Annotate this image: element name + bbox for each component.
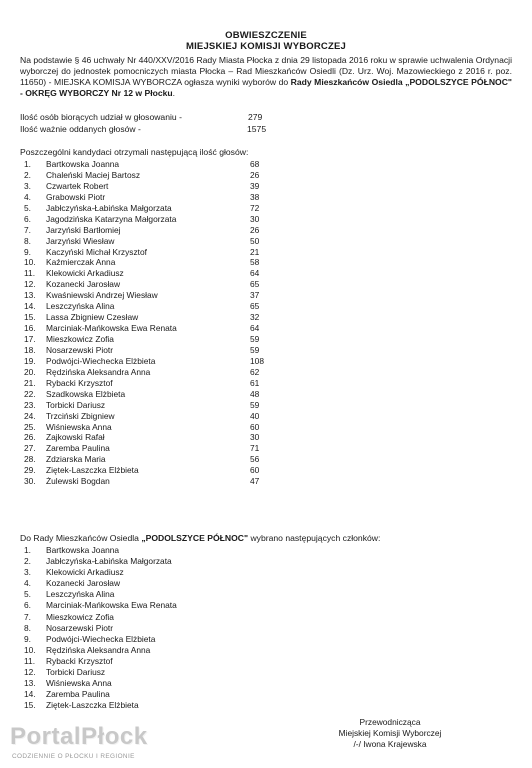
candidate-name: Rybacki Krzysztof: [46, 377, 113, 388]
elected-number: 14.: [24, 689, 36, 700]
candidate-number: 14.: [24, 301, 36, 312]
elected-name: Rybacki Krzysztof: [46, 655, 113, 666]
elected-row: [24, 634, 244, 645]
candidate-votes: 68: [250, 159, 260, 169]
elected-name: Podwójci-Wiechecka Elżbieta: [46, 633, 156, 644]
elected-number: 1.: [24, 545, 31, 555]
elected-number: 15.: [24, 700, 36, 711]
elected-row: [24, 667, 244, 678]
candidate-name: Jagodzińska Katarzyna Małgorzata: [46, 213, 177, 224]
elected-row: [24, 645, 244, 656]
candidate-row: [24, 422, 284, 433]
elected-row: [24, 612, 244, 623]
candidate-votes: 30: [250, 213, 260, 224]
candidate-votes: 48: [250, 388, 260, 399]
candidate-votes: 58: [250, 257, 260, 268]
elected-number: 12.: [24, 667, 36, 678]
candidate-votes: 65: [250, 279, 260, 290]
elected-name: Bartkowska Joanna: [46, 545, 120, 555]
candidate-votes: 71: [250, 443, 260, 454]
candidate-row: [24, 301, 284, 312]
candidate-row: [24, 181, 284, 192]
watermark-logo-text: PortalPłock: [10, 723, 148, 750]
elected-heading: [20, 533, 380, 543]
candidate-number: 2.: [24, 169, 31, 180]
signature-org: Miejskiej Komisji Wyborczej: [338, 728, 442, 738]
candidate-number: 3.: [24, 180, 31, 191]
candidate-name: Nosarzewski Piotr: [46, 344, 114, 355]
candidate-votes: 72: [250, 202, 260, 213]
elected-heading-prefix: Do Rady Mieszkańców Osiedla: [20, 533, 142, 543]
candidate-votes: 38: [250, 191, 260, 202]
watermark-tagline: CODZIENNIE O PŁOCKU I REGIONIE: [12, 753, 135, 760]
candidate-row: [24, 225, 284, 236]
candidate-votes: 39: [250, 180, 260, 191]
candidate-name: Kaczyński Michał Krzysztof: [46, 246, 147, 257]
elected-name: Nosarzewski Piotr: [46, 622, 114, 633]
candidate-number: 10.: [24, 257, 36, 268]
candidate-votes: 61: [250, 377, 260, 388]
candidate-votes: 56: [250, 454, 260, 465]
candidate-number: 15.: [24, 312, 36, 323]
elected-name: Leszczyńska Alina: [46, 589, 115, 600]
elected-row: [24, 689, 244, 700]
elected-row: [24, 678, 244, 689]
candidate-row: [24, 247, 284, 258]
elected-name: Kozanecki Jarosław: [46, 578, 121, 589]
watermark-logo: [6, 723, 206, 765]
elected-heading-council: „PODOLSZYCE PÓŁNOC": [141, 533, 249, 543]
candidate-name: Jarzyński Wiesław: [46, 235, 115, 246]
signature-role: Przewodnicząca: [359, 717, 421, 727]
candidate-name: Mieszkowicz Zofia: [46, 334, 114, 344]
document-subtitle: MIEJSKIEJ KOMISJI WYBORCZEJ: [185, 41, 347, 52]
candidate-row: [24, 192, 284, 203]
candidate-row: [24, 378, 284, 389]
candidate-row: [24, 367, 284, 378]
candidate-number: 25.: [24, 421, 36, 432]
candidate-name: Ziętek-Laszczka Elżbieta: [46, 465, 139, 476]
candidate-number: 4.: [24, 191, 31, 202]
stat-valid-votes-value: 1575: [247, 124, 267, 134]
elected-number: 6.: [24, 600, 31, 611]
signature-block: [300, 717, 480, 750]
candidates-list: [24, 159, 284, 487]
candidate-name: Chaleński Maciej Bartosz: [46, 169, 141, 180]
candidate-name: Wiśniewska Anna: [46, 421, 112, 432]
candidate-name: Leszczyńska Alina: [46, 301, 115, 312]
candidate-name: Szadkowska Elżbieta: [46, 388, 126, 399]
candidate-votes: 26: [250, 169, 260, 180]
candidate-name: Torbicki Dariusz: [46, 399, 106, 410]
candidate-number: 9.: [24, 246, 31, 257]
elected-name: Rędzińska Aleksandra Anna: [46, 644, 151, 655]
candidate-row: [24, 203, 284, 214]
candidate-row: [24, 454, 284, 465]
candidate-number: 18.: [24, 344, 36, 355]
candidates-heading: Poszczególni kandydaci otrzymali następującą ilość głosów:: [20, 147, 249, 157]
candidate-number: 12.: [24, 279, 36, 290]
candidate-number: 5.: [24, 202, 31, 213]
candidate-number: 8.: [24, 235, 31, 246]
candidate-number: 30.: [24, 476, 36, 487]
candidate-row: [24, 279, 284, 290]
candidate-name: Jabłczyńska-Łabińska Małgorzata: [46, 202, 172, 213]
candidate-number: 1.: [24, 159, 31, 169]
candidate-row: [24, 214, 284, 225]
candidate-name: Kwaśniewski Andrzej Wiesław: [46, 290, 158, 301]
candidate-number: 28.: [24, 454, 36, 465]
elected-row: [24, 600, 244, 611]
candidate-number: 6.: [24, 213, 31, 224]
candidate-number: 21.: [24, 377, 36, 388]
candidate-row: [24, 389, 284, 400]
elected-number: 10.: [24, 644, 36, 655]
signature-name: /-/ Iwona Krajewska: [353, 739, 427, 749]
candidate-name: Zaremba Paulina: [46, 443, 110, 454]
candidate-name: Jarzyński Bartłomiej: [46, 224, 121, 235]
elected-row: [24, 623, 244, 634]
candidate-votes: 64: [250, 323, 260, 334]
candidate-number: 23.: [24, 399, 36, 410]
elected-row: [24, 556, 244, 567]
elected-number: 4.: [24, 578, 31, 589]
candidate-row: [24, 268, 284, 279]
candidate-name: Marciniak-Mańkowska Ewa Renata: [46, 323, 177, 334]
candidate-votes: 60: [250, 465, 260, 476]
candidate-votes: 65: [250, 301, 260, 312]
stat-participants: [20, 112, 263, 122]
elected-name: Wiśniewska Anna: [46, 678, 112, 689]
candidate-name: Żulewski Bogdan: [46, 476, 110, 487]
candidate-row: [24, 465, 284, 476]
candidate-row: [24, 312, 284, 323]
candidate-number: 11.: [24, 268, 36, 279]
elected-number: 11.: [24, 655, 36, 666]
candidate-name: Czwartek Robert: [46, 180, 109, 191]
elected-number: 9.: [24, 633, 31, 644]
candidate-number: 22.: [24, 388, 36, 399]
candidate-name: Zdziarska Maria: [46, 454, 106, 465]
candidate-votes: 108: [250, 355, 264, 366]
stat-participants-value: 279: [248, 112, 263, 122]
elected-name: Torbicki Dariusz: [46, 667, 106, 678]
candidate-votes: 50: [250, 235, 260, 246]
candidate-name: Lassa Zbigniew Czesław: [46, 312, 139, 323]
intro-text: Na podstawie § 46 uchwały Nr 440/XXV/2016 Rady Miasta Płocka z dnia 29 listopada 2016 roku w sprawie uchwalenia Ordynacji wyborczej do jednostek pomocniczych miasta Płocka – Rad Mieszkańców Osiedli (Dz. Urz. Woj. Mazowieckiego z 2016 r. poz. 11650) - MIEJSKA KOMISJA WYBORCZA ogłasza wyniki wyborów do: [20, 55, 512, 87]
candidate-row: [24, 290, 284, 301]
elected-name: Mieszkowicz Zofia: [46, 611, 114, 622]
elected-number: 7.: [24, 611, 31, 622]
candidate-votes: 62: [250, 366, 260, 377]
candidate-number: 24.: [24, 410, 36, 421]
candidate-name: Grabowski Piotr: [46, 191, 106, 202]
candidate-name: Klekowicki Arkadiusz: [46, 268, 124, 279]
elected-row: [24, 589, 244, 600]
candidate-number: 13.: [24, 290, 36, 301]
candidate-row: [24, 345, 284, 356]
candidate-row: [24, 432, 284, 443]
stat-valid-votes-label: Ilość ważnie oddanych głosów -: [20, 124, 141, 134]
candidate-number: 16.: [24, 323, 36, 334]
candidate-votes: 47: [250, 476, 260, 487]
candidate-row: [24, 170, 284, 181]
candidate-name: Podwójci-Wiechecka Elżbieta: [46, 355, 156, 366]
elected-row: [24, 700, 244, 711]
elected-number: 2.: [24, 556, 31, 567]
candidate-votes: 40: [250, 410, 260, 421]
intro-end: .: [172, 87, 176, 98]
elected-list: [24, 545, 244, 711]
candidate-votes: 26: [250, 224, 260, 235]
elected-name: Klekowicki Arkadiusz: [46, 567, 124, 578]
candidate-name: Kozanecki Jarosław: [46, 279, 121, 290]
candidate-number: 26.: [24, 432, 36, 443]
stat-participants-label: Ilość osób biorących udział w głosowaniu -: [20, 112, 182, 122]
candidate-number: 29.: [24, 465, 36, 476]
elected-row: [24, 545, 244, 556]
candidate-number: 17.: [24, 334, 36, 344]
intro-council-name: Rady Mieszkańców Osiedla „PODOLSZYCE PÓŁNOC" - OKRĘG WYBORCZY Nr 12 w Płocku: [20, 76, 512, 98]
candidate-row: [24, 236, 284, 247]
candidate-number: 19.: [24, 355, 36, 366]
elected-number: 5.: [24, 589, 31, 600]
stat-valid-votes: [20, 124, 267, 134]
candidate-row: [24, 476, 284, 487]
elected-heading-suffix: wybrano następujących członków:: [248, 533, 381, 543]
candidate-row: [24, 411, 284, 422]
candidate-name: Zajkowski Rafał: [46, 432, 105, 443]
candidate-votes: 64: [250, 268, 260, 279]
elected-name: Jabłczyńska-Łabińska Małgorzata: [46, 556, 172, 567]
candidate-name: Trzciński Zbigniew: [46, 410, 115, 421]
candidate-row: [24, 257, 284, 268]
candidate-row: [24, 356, 284, 367]
elected-number: 8.: [24, 622, 31, 633]
candidate-row: [24, 443, 284, 454]
elected-number: 13.: [24, 678, 36, 689]
candidate-votes: 30: [250, 432, 260, 443]
candidate-votes: 59: [250, 399, 260, 410]
candidate-votes: 59: [250, 334, 260, 344]
candidate-votes: 21: [250, 246, 260, 257]
elected-row: [24, 656, 244, 667]
candidate-name: Bartkowska Joanna: [46, 159, 120, 169]
elected-name: Zaremba Paulina: [46, 689, 110, 700]
elected-name: Marciniak-Mańkowska Ewa Renata: [46, 600, 177, 611]
candidate-row: [24, 323, 284, 334]
elected-row: [24, 567, 244, 578]
candidate-votes: 60: [250, 421, 260, 432]
candidate-number: 7.: [24, 224, 31, 235]
candidate-votes: 32: [250, 312, 260, 323]
elected-name: Ziętek-Laszczka Elżbieta: [46, 700, 139, 711]
candidate-number: 27.: [24, 443, 36, 454]
intro-paragraph: [20, 55, 512, 99]
candidate-votes: 59: [250, 344, 260, 355]
candidate-row: [24, 400, 284, 411]
candidate-name: Rędzińska Aleksandra Anna: [46, 366, 151, 377]
candidate-row: [24, 334, 284, 345]
elected-number: 3.: [24, 567, 31, 578]
candidate-name: Kaźmierczak Anna: [46, 257, 116, 268]
document-title: OBWIESZCZENIE: [225, 30, 307, 41]
candidate-votes: 37: [250, 290, 260, 301]
candidate-number: 20.: [24, 366, 36, 377]
elected-row: [24, 578, 244, 589]
candidate-row: [24, 159, 284, 170]
